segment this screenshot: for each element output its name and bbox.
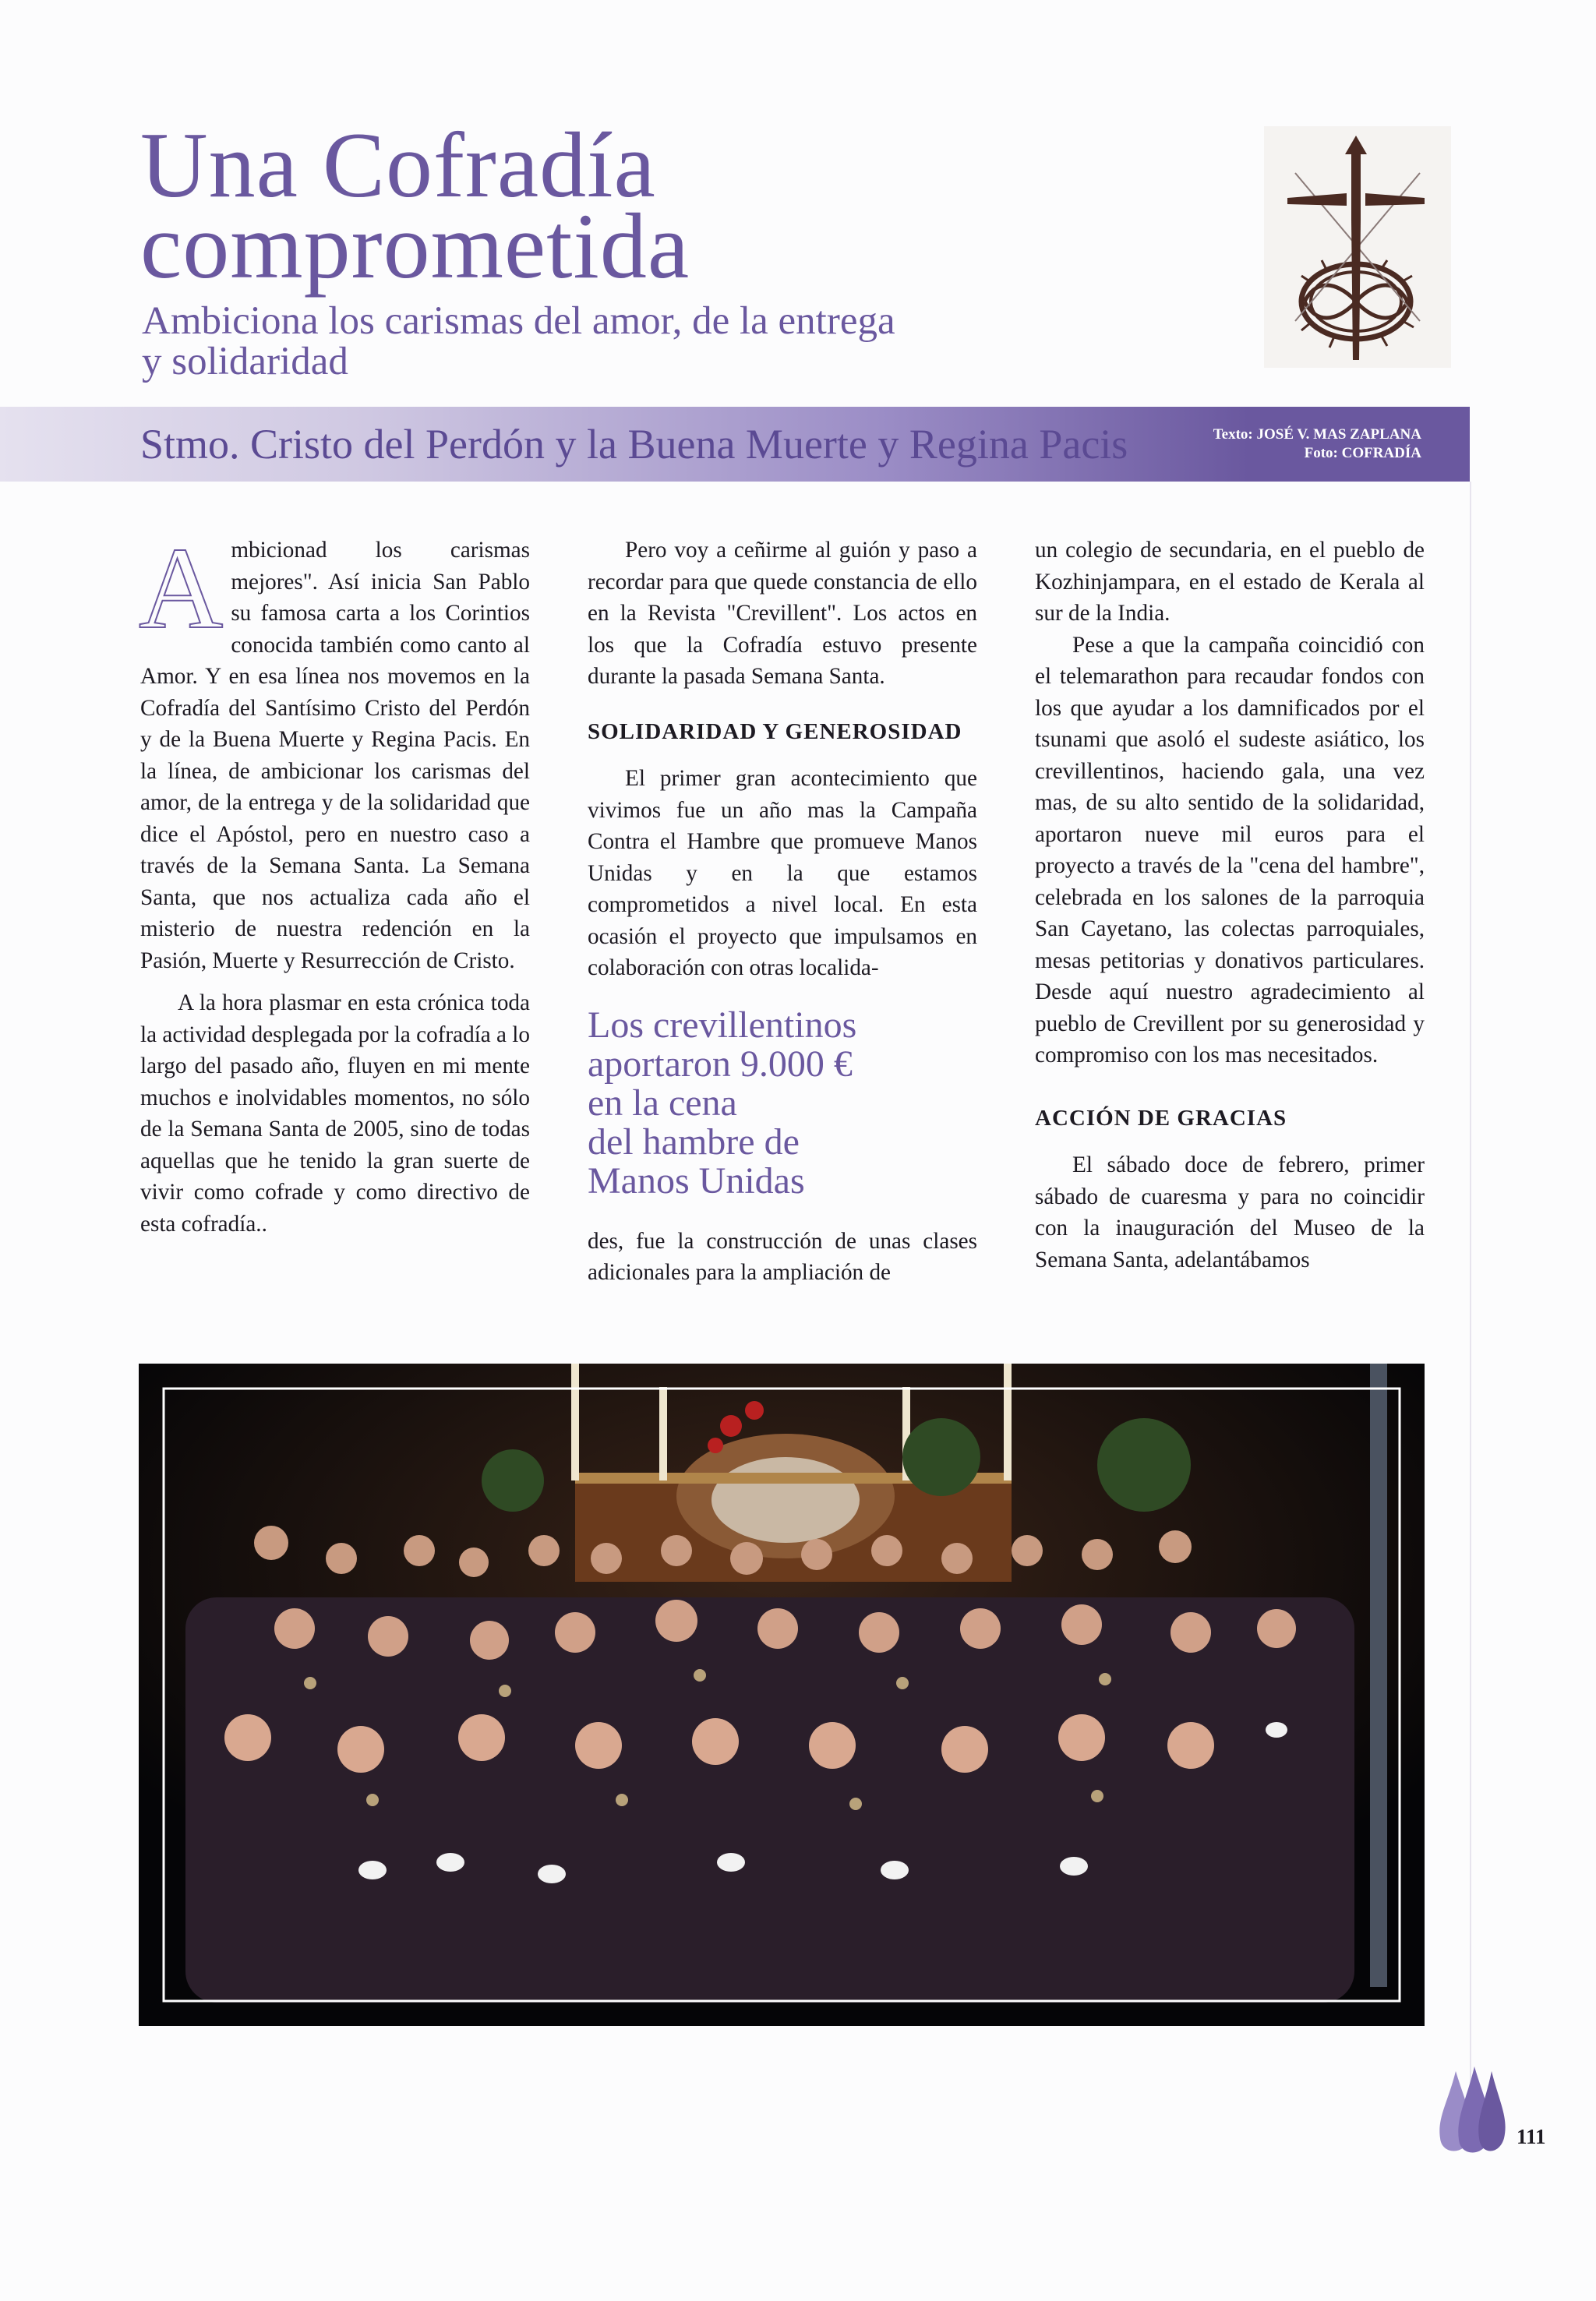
photo-credit: Foto: COFRADÍA [1304, 445, 1421, 461]
pull-quote-line: Los crevillentinos [588, 1004, 857, 1046]
article-title [140, 113, 690, 298]
page-number: 111 [1517, 2125, 1546, 2148]
section-heading: SOLIDARIDAD Y GENEROSIDAD [588, 718, 962, 744]
band-title: Stmo. Cristo del Perdón y la Buena Muerte y Regina Pacis [140, 421, 1128, 468]
text-credit: Texto: JOSÉ V. MAS ZAPLANA [1213, 426, 1421, 443]
drop-cap: A [139, 524, 224, 653]
pull-quote [588, 1006, 977, 1201]
cofradia-emblem-icon [1264, 126, 1451, 368]
paragraph [139, 524, 530, 976]
section-heading: ACCIÓN DE GRACIAS [1035, 1105, 1287, 1131]
pull-quote-line: en la cena [588, 1082, 737, 1124]
paragraph: Pese a que la campaña coincidió con el telemarathon para recaudar fondos con los que ayudar a los damnificados por el tsunami que asoló el sudeste asiático, los crevillentinos, haciendo gala, una vez mas, de su alto sentido de la solidaridad, aportaron nueve mil euros para el proyecto a través de la "cena del hambre", celebrada en los salones de la parroquia San Cayetano, las colectas parroquiales, mesas petitorias y donativos particulares. Desde aquí nuestro agradecimiento al pueblo de Crevillent por su generosidad y compromiso con los mas necesitados. [1035, 632, 1425, 1068]
article-subtitle [142, 301, 1038, 382]
column-2 [588, 535, 977, 1289]
column-3 [1035, 535, 1425, 1276]
pull-quote-line: Manos Unidas [588, 1159, 805, 1202]
title-line-1: Una Cofradía [140, 113, 656, 217]
group-photo [139, 1364, 1425, 2026]
paragraph: A la hora plasmar en esta crónica toda la actividad desplegada por la cofradía a lo largo del pasado año, fluyen en mi mente muchos e inolvidables momentos, no sólo de la Semana Santa de 2005, sino de todas aquellas que he tenido la gran suerte de vivir como cofrade y como directivo de esta cofradía.. [140, 990, 531, 1237]
column-1 [139, 524, 531, 1240]
paragraph-text: mbicionad los carismas mejores". Así inicia San Pablo su famosa carta a los Corintios conocida también como canto al Amor. Y en esa línea nos movemos en la Cofradía del Santísimo Cristo del Perdón y de la Buena Muerte y Regina Pacis. En la línea, de ambicionar los carismas del amor, de la entrega y de la solidaridad que dice el Apóstol, pero en nuestro caso a través de la Semana Santa. La Semana Santa, que nos actualiza cada año el misterio de nuestra redención en la Pasión, Muerte y Resurrección de Cristo. [140, 538, 530, 973]
credits [1213, 425, 1421, 463]
pull-quote-line: aportaron 9.000 € [588, 1043, 853, 1085]
section-band [0, 407, 1470, 482]
paragraph: Pero voy a ceñirme al guión y paso a recordar para que quede constancia de ello en la Revista "Crevillent". Los actos en los que la Cofradía estuvo presente durante la pasada Semana Santa. [588, 538, 977, 689]
margin-line [1470, 482, 1471, 2087]
title-line-2: comprometida [140, 194, 690, 298]
paragraph: un colegio de secundaria, en el pueblo de Kozhinjampara, en el estado de Kerala al sur de la India. [1035, 538, 1425, 626]
subtitle-line-2: y solidaridad [142, 340, 348, 383]
paragraph: El primer gran acontecimiento que vivimos fue un año mas la Campaña Contra el Hambre que promueve Manos Unidas y en la que estamos comprometidos a nivel local. En esta ocasión el proyecto que impulsamos en colaboración con otras localida- [588, 766, 977, 980]
paragraph: El sábado doce de febrero, primer sábado de cuaresma y para no coincidir con la inauguración del Museo de la Semana Santa, adelantábamos [1035, 1152, 1425, 1272]
subtitle-line-1: Ambiciona los carismas del amor, de la entrega [142, 299, 895, 343]
paragraph: des, fue la construcción de unas clases adicionales para la ampliación de [588, 1228, 977, 1285]
pull-quote-line: del hambre de [588, 1121, 800, 1163]
nazareno-drops-icon [1434, 2063, 1509, 2157]
